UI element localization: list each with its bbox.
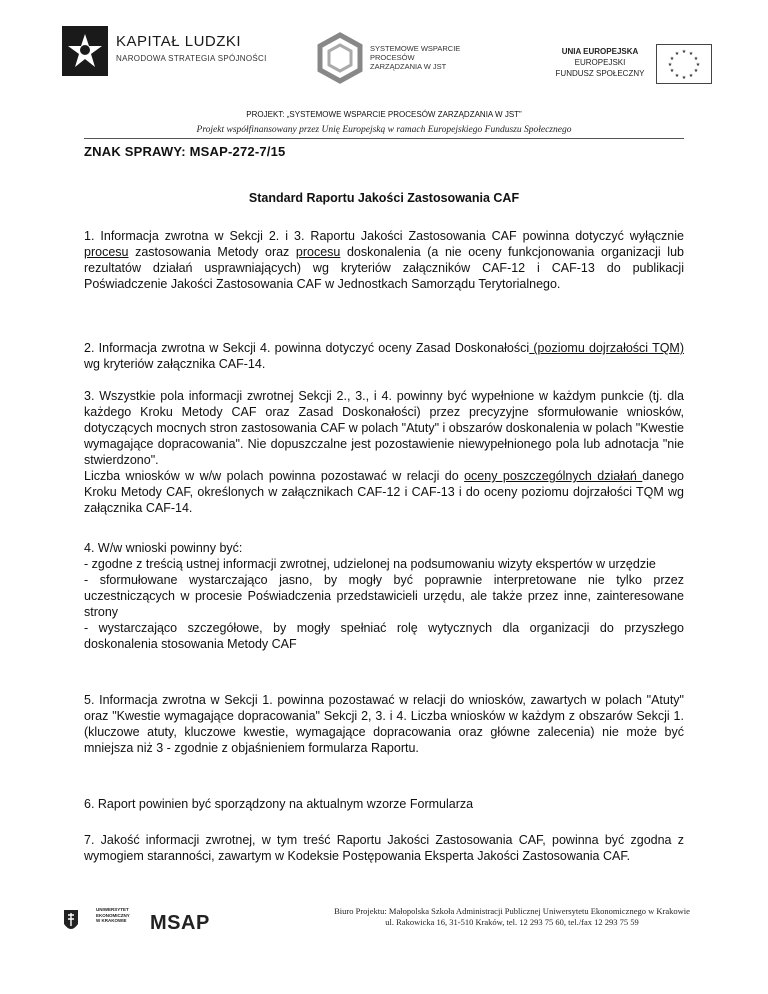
system-line-3: ZARZĄDZANIA W JST — [370, 62, 447, 71]
system-line-2: PROCESÓW — [370, 53, 415, 62]
svg-text:★: ★ — [688, 73, 694, 79]
footer-office — [282, 906, 742, 928]
svg-text:★: ★ — [681, 49, 687, 55]
p1-text-c: doskonalenia (a nie oceny funkcjonowania organizacji lub rezultatów działań usprawniających) wg kryteriów załączników CAF-12 i CAF-13 do publikacji Poświadczenie Jakości Zastosowania CAF w Jednostkach Samorządu Terytorialnego. — [84, 245, 684, 291]
system-line-1: SYSTEMOWE WSPARCIE — [370, 44, 461, 53]
eu-line-3: FUNDUSZ SPOŁECZNY — [555, 69, 645, 78]
kapital-ludzki-logo-icon — [62, 26, 108, 76]
project-line: PROJEKT: „SYSTEMOWE WSPARCIE PROCESÓW ZARZĄDZANIA W JST” — [246, 110, 522, 119]
p2-text-a: 2. Informacja zwrotna w Sekcji 4. powinna dotyczyć oceny Zasad Doskonałości — [84, 341, 530, 355]
paragraph-4 — [84, 540, 684, 652]
uni-line-1: UNIWERSYTET — [96, 907, 129, 912]
svg-text:★: ★ — [667, 62, 673, 68]
p1-text-b: zastosowania Metody oraz — [128, 245, 296, 259]
p1-text-a: 1. Informacja zwrotna w Sekcji 2. i 3. Raportu Jakości Zastosowania CAF powinna dotyczyć wyłącznie — [84, 229, 684, 243]
eu-line-1: UNIA EUROPEJSKA — [561, 47, 639, 56]
svg-text:★: ★ — [681, 75, 687, 81]
svg-text:★: ★ — [688, 51, 694, 57]
svg-text:★: ★ — [674, 73, 680, 79]
uni-line-2: EKONOMICZNY — [96, 912, 130, 918]
p3-text-b: Liczba wniosków w w/w polach powinna pozostawać w relacji do — [84, 469, 465, 483]
paragraph-6: 6. Raport powinien być sporządzony na aktualnym wzorze Formularza — [84, 797, 474, 811]
p4-line-2: - zgodne z treścią ustnej informacji zwrotnej, udzielonej na podsumowaniu wizyty ekspertów w urzędzie — [84, 557, 656, 571]
svg-text:★: ★ — [669, 68, 675, 74]
paragraph-1 — [84, 228, 684, 292]
svg-text:★: ★ — [693, 68, 699, 74]
eu-flag-icon — [656, 44, 712, 84]
svg-text:★: ★ — [695, 62, 701, 68]
p4-line-4: - wystarczająco szczegółowe, by mogły spełniać rolę wytycznych dla organizacji do przyszłego doskonalenia stosowania Metody CAF — [84, 621, 684, 651]
header-divider — [84, 138, 684, 139]
p1-underline-2: procesu — [295, 245, 341, 259]
p3-text-a: 3. Wszystkie pola informacji zwrotnej Sekcji 2., 3., i 4. powinny być wypełnione w każdym punkcie (tj. dla każdego Kroku Metody CAF oraz Zasad Doskonałości) przez precyzyjne sformułowanie wniosków, dotyczących mocnych stron zastosowania CAF w polach "Atuty" i obszarów doskonalenia w polach "Kwestie wymagające dopracowania". Nie dopuszczalne jest pozostawienie niewypełnionego pola lub adnotacja "nie stwierdzono". — [84, 389, 684, 467]
systemowe-wsparcie-logo-icon — [314, 32, 366, 84]
paragraph-3 — [84, 388, 684, 516]
svg-text:★: ★ — [674, 51, 680, 57]
footer-office-line-2: ul. Rakowicka 16, 31-510 Kraków, tel. 12 293 75 60, tel./fax 12 293 75 59 — [385, 917, 639, 927]
p2-text-b: wg kryteriów załącznika CAF-14. — [84, 357, 266, 371]
p3-underline-1: oceny poszczególnych działań — [464, 469, 643, 483]
eu-line-2: EUROPEJSKI — [574, 58, 626, 67]
msap-logo: MSAP — [150, 912, 210, 934]
svg-text:★: ★ — [669, 56, 675, 62]
kapital-ludzki-subtitle: NARODOWA STRATEGIA SPÓJNOŚCI — [116, 54, 267, 63]
footer-office-line-1: Biuro Projektu: Małopolska Szkoła Administracji Publicznej Uniwersytetu Ekonomicznego w Krakowie — [334, 906, 690, 916]
document-title: Standard Raportu Jakości Zastosowania CAF — [248, 191, 520, 205]
university-text — [96, 907, 130, 924]
paragraph-2 — [84, 340, 684, 372]
paragraph-7: 7. Jakość informacji zwrotnej, w tym treść Raportu Jakości Zastosowania CAF, powinna być zgodna z wymogiem staranności, zawartym w Kodeksie Postępowania Eksperta Jakości Zastosowania CAF. — [84, 833, 684, 863]
p1-underline-1: procesu — [84, 245, 129, 259]
uni-line-3: W KRAKOWIE — [96, 918, 127, 923]
p3-text-c: danego Kroku Metody CAF, określonych w załącznikach CAF-12 i CAF-13 i do oceny poziomu dojrzałości TQM wg załącznika CAF-14. — [84, 469, 685, 515]
p4-line-1: 4. W/w wnioski powinny być: — [84, 541, 243, 555]
cofinance-line: Projekt współfinansowany przez Unię Europejską w ramach Europejskiego Funduszu Społecznego — [196, 125, 572, 135]
systemowe-wsparcie-text — [370, 44, 490, 71]
kapital-ludzki-title: KAPITAŁ LUDZKI — [116, 33, 242, 50]
case-number: ZNAK SPRAWY: MSAP-272-7/15 — [84, 144, 286, 159]
paragraph-5: 5. Informacja zwrotna w Sekcji 1. powinna pozostawać w relacji do wniosków, zawartych w polach "Atuty" oraz "Kwestie wymagające dopracowania" Sekcji 2, 3. i 4. Liczba wniosków w każdym z obszarów Sekcji 1. (kluczowe atuty, kluczowe kwestie, wymagające dopracowania oraz główne zalecenia) nie może być mniejsza niż 3 - zgodnie z objaśnieniem formularza Raportu. — [84, 693, 684, 755]
svg-text:★: ★ — [693, 56, 699, 62]
university-crest-icon — [60, 906, 100, 938]
p2-underline-1: (poziomu dojrzałości TQM) — [529, 341, 684, 355]
eu-text — [545, 46, 655, 79]
p4-line-3: - sformułowane wystarczająco jasno, by mogły być poprawnie interpretowane nie tylko przez uczestniczących w procesie Poświadczenia przedstawicieli urzędu, ale także przez inne, zainteresowane strony — [84, 573, 684, 619]
